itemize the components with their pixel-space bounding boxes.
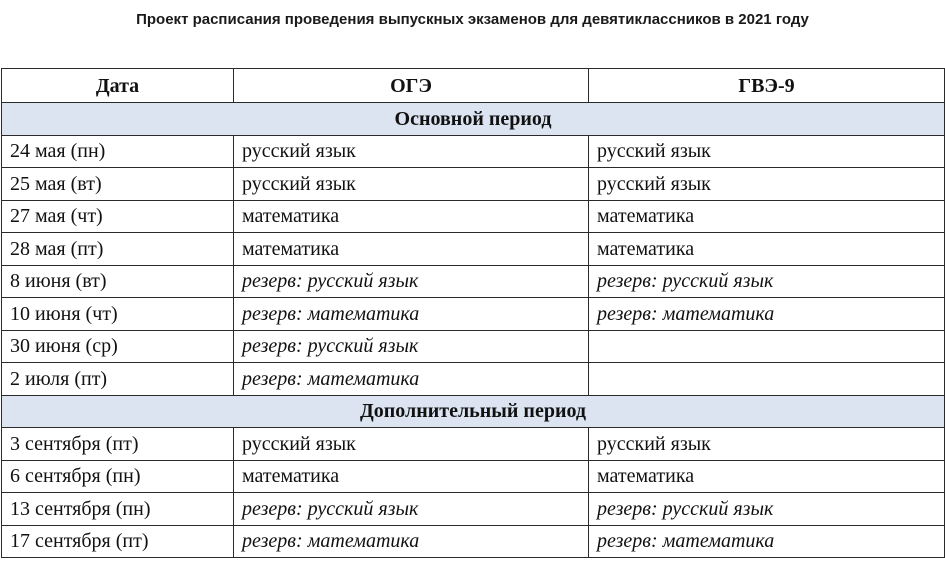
gve-subject-cell: русский язык xyxy=(589,135,945,168)
oge-subject-cell: русский язык xyxy=(234,428,589,461)
exam-date-cell: 27 мая (чт) xyxy=(2,200,234,233)
header-date: Дата xyxy=(2,69,234,103)
section-row xyxy=(2,395,945,428)
table-row xyxy=(2,168,945,201)
gve-subject-cell xyxy=(589,363,945,396)
exam-date-cell: 30 июня (ср) xyxy=(2,330,234,363)
gve-subject-cell: резерв: математика xyxy=(589,298,945,331)
section-title: Основной период xyxy=(2,103,945,136)
oge-subject-cell: русский язык xyxy=(234,168,589,201)
table-row xyxy=(2,525,945,558)
exam-date-cell: 8 июня (вт) xyxy=(2,265,234,298)
table-row xyxy=(2,298,945,331)
oge-subject-cell: математика xyxy=(234,233,589,266)
exam-date-cell: 6 сентября (пн) xyxy=(2,460,234,493)
oge-subject-cell: резерв: математика xyxy=(234,363,589,396)
section-title: Дополнительный период xyxy=(2,395,945,428)
page-title: Проект расписания проведения выпускных экзаменов для девятиклассников в 2021 году xyxy=(136,11,809,28)
table-row xyxy=(2,265,945,298)
exam-date-cell: 13 сентября (пн) xyxy=(2,493,234,526)
table-row xyxy=(2,330,945,363)
table-row xyxy=(2,428,945,461)
table-header-row xyxy=(2,69,945,103)
table-row xyxy=(2,493,945,526)
gve-subject-cell: математика xyxy=(589,460,945,493)
table-row xyxy=(2,460,945,493)
exam-date-cell: 3 сентября (пт) xyxy=(2,428,234,461)
table-row xyxy=(2,233,945,266)
gve-subject-cell: математика xyxy=(589,233,945,266)
oge-subject-cell: резерв: математика xyxy=(234,525,589,558)
oge-subject-cell: резерв: русский язык xyxy=(234,265,589,298)
oge-subject-cell: резерв: русский язык xyxy=(234,330,589,363)
oge-subject-cell: резерв: математика xyxy=(234,298,589,331)
exam-date-cell: 24 мая (пн) xyxy=(2,135,234,168)
exam-date-cell: 2 июля (пт) xyxy=(2,363,234,396)
exam-date-cell: 25 мая (вт) xyxy=(2,168,234,201)
gve-subject-cell xyxy=(589,330,945,363)
gve-subject-cell: русский язык xyxy=(589,428,945,461)
header-gve: ГВЭ-9 xyxy=(589,69,945,103)
oge-subject-cell: русский язык xyxy=(234,135,589,168)
header-oge: ОГЭ xyxy=(234,69,589,103)
table-row xyxy=(2,200,945,233)
gve-subject-cell: резерв: русский язык xyxy=(589,493,945,526)
oge-subject-cell: резерв: русский язык xyxy=(234,493,589,526)
table-row xyxy=(2,363,945,396)
exam-date-cell: 28 мая (пт) xyxy=(2,233,234,266)
exam-schedule-table xyxy=(1,68,945,558)
exam-date-cell: 10 июня (чт) xyxy=(2,298,234,331)
exam-date-cell: 17 сентября (пт) xyxy=(2,525,234,558)
gve-subject-cell: русский язык xyxy=(589,168,945,201)
gve-subject-cell: математика xyxy=(589,200,945,233)
section-row xyxy=(2,103,945,136)
table-row xyxy=(2,135,945,168)
gve-subject-cell: резерв: русский язык xyxy=(589,265,945,298)
gve-subject-cell: резерв: математика xyxy=(589,525,945,558)
oge-subject-cell: математика xyxy=(234,200,589,233)
oge-subject-cell: математика xyxy=(234,460,589,493)
